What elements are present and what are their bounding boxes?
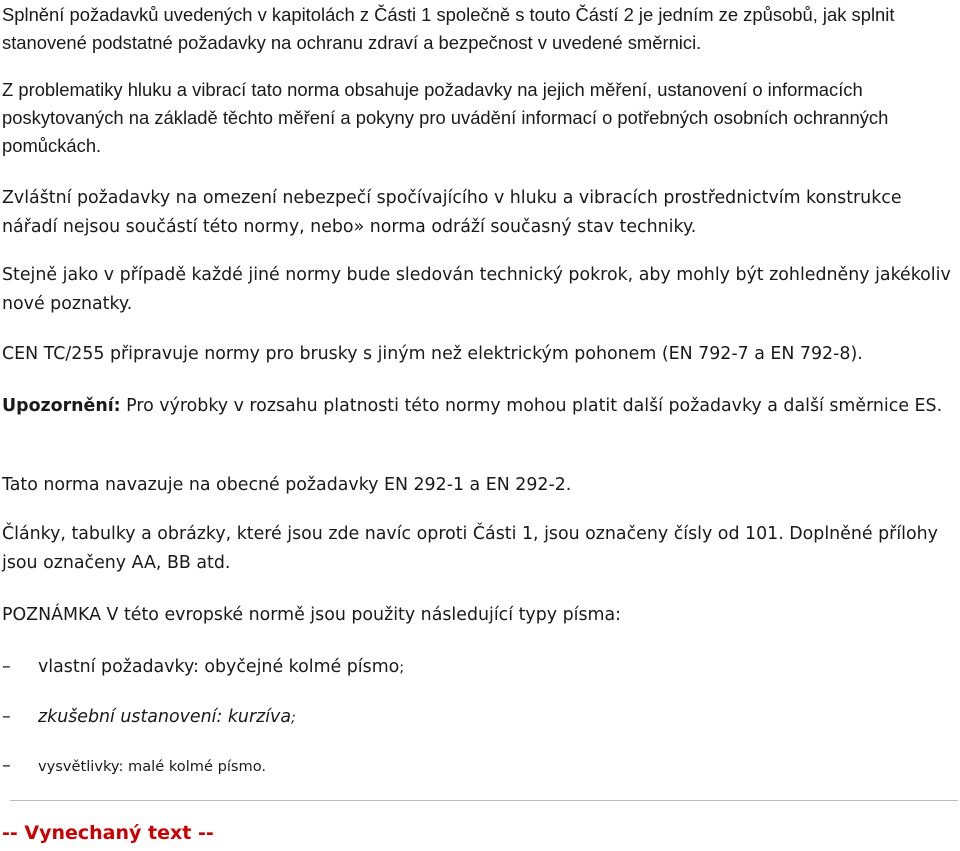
paragraph-numbering: Články, tabulky a obrázky, které jsou zde navíc oproti Části 1, jsou označeny čísly od 101. Doplněné přílohy jsou označeny AA, BB atd. — [2, 524, 938, 573]
paragraph-technical-progress: Stejně jako v případě každé jiné normy bude sledován technický pokrok, aby mohly být zohledněny jakékoliv nové poznatky. — [2, 265, 951, 314]
paragraph-noise-vibration: Z problematiky hluku a vibrací tato norma obsahuje požadavky na jejich měření, ustanovení o informacích poskytovaných na základě těchto měření a pokyny pro uvádění informací o potřebných osobních ochranných pomůckách. — [2, 79, 889, 156]
list-item-end: ; — [399, 659, 405, 676]
paragraph-special-requirements: Zvláštní požadavky na omezení nebezpečí spočívajícího v hluku a vibracích prostřednictvím konstrukce nářadí nejsou součástí této normy, nebo» norma odráží současný stav techniky. — [2, 188, 902, 237]
list-item-end: ; — [291, 709, 296, 726]
paragraph-cen-tc: CEN TC/255 připravuje normy pro brusky s jiným než elektrickým pohonem (EN 792-7 a EN 792-8). — [2, 344, 863, 364]
notice-text: Pro výrobky v rozsahu platnosti této normy mohou platit další požadavky a další směrnice ES. — [120, 396, 943, 416]
dash-marker: – — [2, 756, 11, 776]
paragraph-note: POZNÁMKA V této evropské normě jsou použity následující typy písma: — [2, 605, 621, 625]
dash-marker: – — [2, 707, 11, 727]
list-item-text: vlastní požadavky: obyčejné kolmé písmo — [38, 657, 400, 677]
paragraph-references: Tato norma navazuje na obecné požadavky EN 292-1 a EN 292-2. — [2, 475, 572, 495]
list-item — [2, 653, 404, 682]
list-item-text: zkušební ustanovení: kurzíva — [38, 707, 292, 727]
notice-label: Upozornění: — [2, 396, 121, 416]
list-item-text: vysvětlivky: malé kolmé písmo. — [38, 758, 267, 775]
divider — [10, 800, 958, 801]
paragraph-scope: Splnění požadavků uvedených v kapitolách z Části 1 společně s touto Částí 2 je jedním ze způsobů, jak splnit stanovené podstatné požadavky na ochranu zdraví a bezpečnost v uvedené směrnici. — [2, 4, 895, 53]
omitted-text-marker: -- Vynechaný text -- — [2, 822, 214, 844]
paragraph-notice — [2, 392, 956, 421]
list-item — [2, 752, 266, 781]
dash-marker: – — [2, 657, 11, 677]
list-item — [2, 703, 296, 732]
